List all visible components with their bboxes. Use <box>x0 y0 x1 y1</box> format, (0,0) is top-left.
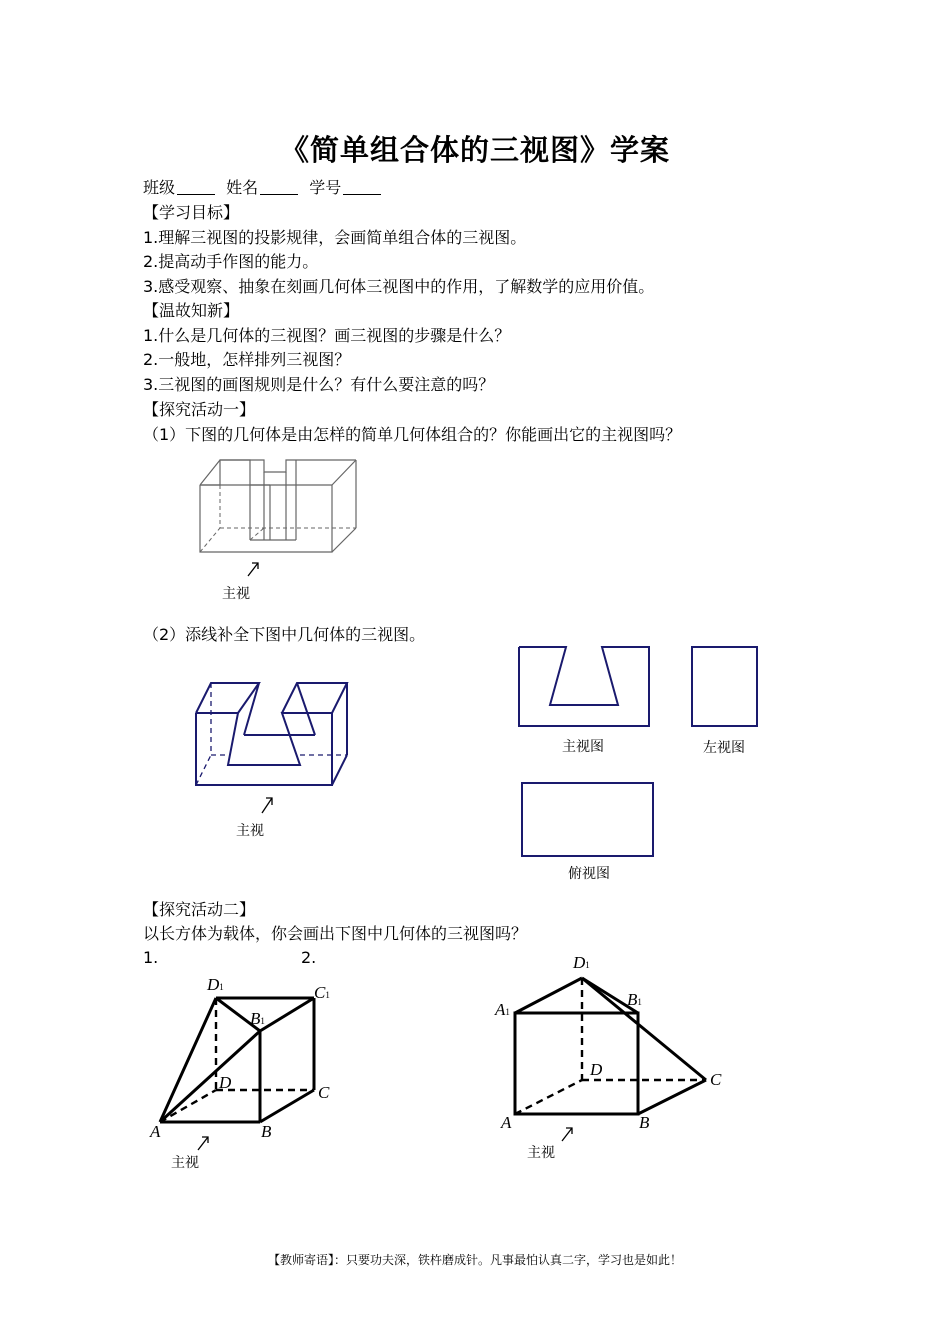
vertex-label-c1: C1 <box>314 983 330 1002</box>
review-item: 1.什么是几何体的三视图？画三视图的步骤是什么？ <box>143 326 511 345</box>
activity1-question-2: （2）添线补全下图中几何体的三视图。 <box>143 625 426 644</box>
page-title: 《简单组合体的三视图》学案 <box>279 133 670 167</box>
activity2-intro: 以长方体为载体，你会画出下图中几何体的三视图吗？ <box>143 924 528 943</box>
vertex-label-b1: B1 <box>627 990 642 1009</box>
main-view-caption: 主视 <box>236 823 264 839</box>
vertex-label-b: B <box>261 1122 272 1141</box>
vertex-label-a: A <box>150 1122 161 1141</box>
id-label: 学号 <box>309 178 342 197</box>
vertex-label-b1: B1 <box>250 1009 265 1028</box>
vertex-label-c: C <box>710 1070 722 1089</box>
review-item: 2.一般地，怎样排列三视图？ <box>143 350 351 369</box>
vertex-label-d: D <box>590 1060 603 1079</box>
main-view-caption: 主视 <box>222 586 250 602</box>
activity2-number-2: 2. <box>301 948 317 967</box>
teacher-message-footer: 【教师寄语】：只要功夫深，铁杵磨成针。凡事最怕认真二字，学习也是如此！ <box>267 1253 682 1267</box>
vertex-label-a1: A1 <box>495 1000 510 1019</box>
vertex-label-b: B <box>639 1113 650 1132</box>
review-heading: 【温故知新】 <box>143 301 240 320</box>
goals-heading: 【学习目标】 <box>143 203 240 222</box>
goal-item: 2.提高动手作图的能力。 <box>143 252 319 271</box>
vertex-label-c: C <box>318 1083 330 1102</box>
main-view-caption: 主视 <box>527 1145 555 1161</box>
left-view-caption: 左视图 <box>703 740 745 756</box>
class-label: 班级 <box>143 178 176 197</box>
name-label: 姓名 <box>226 178 259 197</box>
vertex-label-d: D <box>219 1073 232 1092</box>
activity1-heading: 【探究活动一】 <box>143 400 256 419</box>
activity2-number-1: 1. <box>143 948 159 967</box>
vertex-label-a: A <box>501 1113 512 1132</box>
goal-item: 1.理解三视图的投影规律，会画简单组合体的三视图。 <box>143 228 527 247</box>
vertex-label-d1: D1 <box>207 975 224 994</box>
main-view-caption: 主视 <box>171 1155 199 1171</box>
review-item: 3.三视图的画图规则是什么？有什么要注意的吗？ <box>143 375 495 394</box>
goal-item: 3.感受观察、抽象在刻画几何体三视图中的作用，了解数学的应用价值。 <box>143 277 655 296</box>
activity2-heading: 【探究活动二】 <box>143 900 256 919</box>
front-view-caption: 主视图 <box>562 739 604 755</box>
top-view-caption: 俯视图 <box>568 866 610 882</box>
activity1-question-1: （1）下图的几何体是由怎样的简单几何体组合的？你能画出它的主视图吗？ <box>143 425 682 444</box>
vertex-label-d1: D1 <box>573 953 590 972</box>
